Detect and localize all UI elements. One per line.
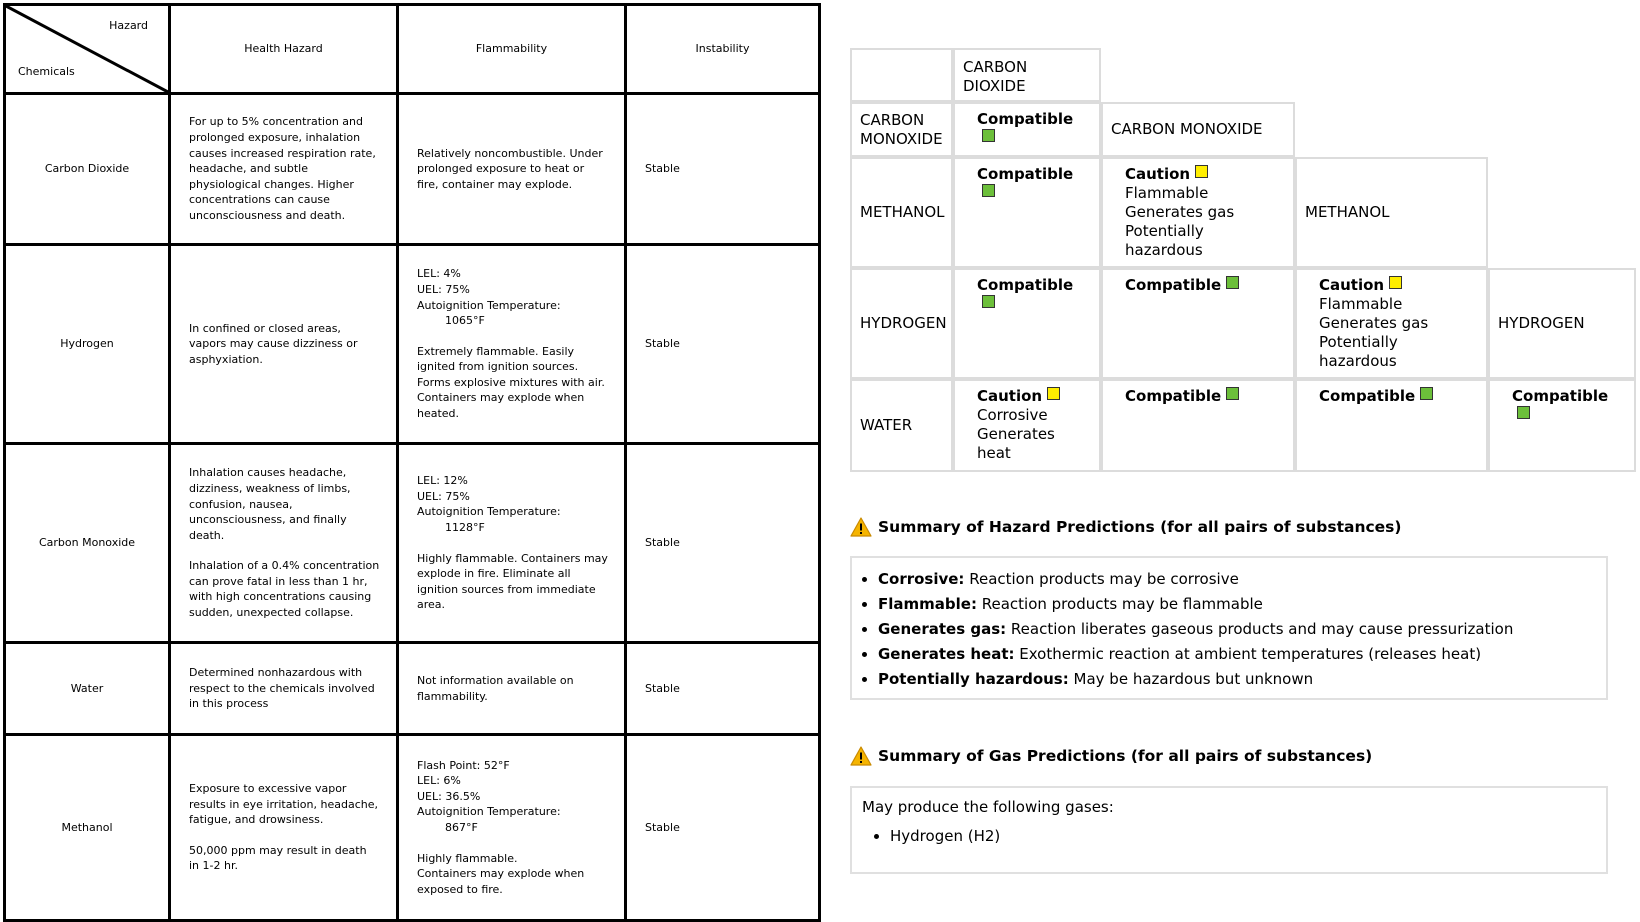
flammability-text: LEL: 4% UEL: 75% Autoignition Temperature: (417, 267, 561, 312)
matrix-column-header (1295, 157, 1488, 268)
row-label-text: CARBON MONOXIDE (860, 110, 943, 148)
corner-header (5, 5, 170, 94)
column-header-label: CARBON MONOXIDE (1111, 120, 1263, 138)
hazard-summary-item (878, 567, 1606, 592)
column-header-instability: Instability (626, 5, 820, 94)
compatibility-cell (1101, 268, 1295, 379)
table-row (5, 643, 820, 735)
verdict-line (977, 110, 1091, 148)
verdict-label: Compatible (977, 110, 1074, 128)
matrix-row-label (850, 157, 953, 268)
hazard-term: Flammable: (878, 595, 977, 613)
autoignition-value: 1065°F (445, 314, 485, 328)
health-hazard-text: Determined nonhazardous with respect to the chemicals involved in this process (189, 666, 375, 711)
compatibility-cell (953, 102, 1101, 157)
matrix-corner (850, 48, 953, 102)
gas-summary-box (850, 786, 1608, 874)
warning-icon (850, 746, 872, 766)
table-row (5, 245, 820, 444)
health-hazard-text: Inhalation of a 0.4% concentration can prove fatal in less than 1 hr, with high concentrations causing sudden, unexpected collapse. (189, 559, 380, 620)
verdict-label: Compatible (977, 165, 1074, 183)
autoignition-value: 1128°F (445, 520, 485, 534)
column-header-label: CARBON DIOXIDE (963, 58, 1028, 95)
hazard-summary-box (850, 556, 1608, 700)
verdict-label: Compatible (977, 276, 1074, 294)
compatibility-cell (1295, 268, 1488, 379)
flammability-text: Relatively noncombustible. Under prolonged exposure to heat or fire, container may explode. (417, 146, 603, 191)
hazard-table (3, 3, 821, 922)
gas-item: • Hydrogen (H2) (890, 824, 1606, 849)
verdict-label: Compatible (1319, 387, 1416, 405)
compatibility-cell (1295, 379, 1488, 472)
caution-status-icon (1047, 387, 1060, 400)
caution-status-icon (1195, 165, 1208, 178)
verdict-line (977, 165, 1091, 203)
hazard-term: Generates gas: (878, 620, 1007, 638)
warning-icon (850, 517, 872, 537)
table-row (5, 735, 820, 921)
verdict-label: Caution (1319, 276, 1385, 294)
flammability-cell (398, 735, 626, 921)
verdict-line (1319, 387, 1478, 406)
instability-value: Stable (626, 245, 820, 444)
hazard-description: Reaction products may be flammable (981, 595, 1263, 613)
verdict-label: Compatible (1125, 387, 1222, 405)
hazard-note: Generates gas (1319, 314, 1429, 332)
verdict-line (1125, 165, 1285, 184)
table-row (5, 444, 820, 643)
flammability-text: Flash Point: 52°F LEL: 6% UEL: 36.5% Autoignition Temperature: (417, 758, 561, 819)
health-hazard-cell (170, 444, 398, 643)
table-row (5, 94, 820, 245)
verdict-label: Compatible (1125, 276, 1222, 294)
flammability-cell (398, 245, 626, 444)
matrix-row-label (850, 379, 953, 472)
verdict-label: Compatible (1512, 387, 1609, 405)
matrix-row-label (850, 268, 953, 379)
compatible-status-icon (982, 129, 995, 142)
flammability-cell (398, 94, 626, 245)
hazard-description: May be hazardous but unknown (1073, 670, 1314, 688)
flammability-text: Not information available on flammability. (417, 673, 574, 703)
hazard-summary-list (852, 567, 1606, 692)
hazard-note: Flammable (1319, 295, 1403, 313)
compatible-status-icon (1226, 387, 1239, 400)
column-header-label: METHANOL (1305, 203, 1390, 221)
hazard-summary-title (850, 517, 1402, 537)
health-hazard-cell (170, 245, 398, 444)
autoignition-value: 867°F (445, 821, 478, 834)
hazard-axis-label: Hazard (109, 19, 148, 32)
compatible-status-icon (982, 295, 995, 308)
health-hazard-text: In confined or closed areas, vapors may cause dizziness or asphyxiation. (189, 321, 358, 366)
compatible-status-icon (982, 184, 995, 197)
compatible-status-icon (1226, 276, 1239, 289)
hazard-term: Corrosive: (878, 570, 965, 588)
column-header-health: Health Hazard (170, 5, 398, 94)
compatibility-cell (1488, 379, 1636, 472)
verdict-label: Caution (977, 387, 1043, 405)
hazard-note: Generates gas (1125, 203, 1235, 221)
verdict-line (977, 387, 1091, 406)
chemical-name: Methanol (5, 735, 170, 921)
flammability-description: Highly flammable. Containers may explode when exposed to fire. (417, 851, 585, 896)
flammability-cell (398, 643, 626, 735)
health-hazard-cell (170, 643, 398, 735)
caution-status-icon (1389, 276, 1402, 289)
compatibility-cell (953, 379, 1101, 472)
verdict-line (1125, 387, 1285, 406)
matrix-column-header (1101, 102, 1295, 157)
instability-value: Stable (626, 444, 820, 643)
row-label-text: WATER (860, 416, 913, 434)
hazard-summary-item (878, 592, 1606, 617)
instability-value: Stable (626, 735, 820, 921)
chemical-name: Carbon Dioxide (5, 94, 170, 245)
flammability-description: Highly flammable. Containers may explode in fire. Eliminate all ignition sources from immediate area. (417, 551, 608, 612)
gas-summary-heading: Summary of Gas Predictions (for all pairs of substances) (878, 747, 1373, 765)
verdict-line (977, 276, 1091, 314)
chemical-name: Hydrogen (5, 245, 170, 444)
health-hazard-cell (170, 735, 398, 921)
flammability-cell (398, 444, 626, 643)
hazard-summary-item (878, 617, 1606, 642)
health-hazard-text: For up to 5% concentration and prolonged exposure, inhalation causes increased respiration rate, headache, and subtle physiological changes. Higher concentrations can cause unconsciousness and death. (189, 115, 376, 222)
hazard-note: Generates heat (977, 425, 1055, 462)
matrix-column-header (1488, 268, 1636, 379)
hazard-note: Flammable (1125, 184, 1209, 202)
hazard-term: Generates heat: (878, 645, 1015, 663)
hazard-note: Potentially hazardous (1319, 333, 1398, 370)
hazard-description: Reaction liberates gaseous products and may cause pressurization (1010, 620, 1514, 638)
instability-value: Stable (626, 94, 820, 245)
row-label-text: HYDROGEN (860, 314, 947, 332)
health-hazard-cell (170, 94, 398, 245)
compatibility-cell (1101, 379, 1295, 472)
hazard-note: Potentially hazardous (1125, 222, 1204, 259)
matrix-row-label (850, 102, 953, 157)
verdict-line (1319, 276, 1478, 295)
gas-summary-intro: May produce the following gases: (862, 798, 1114, 816)
compatibility-cell (953, 157, 1101, 268)
row-label-text: METHANOL (860, 203, 945, 221)
hazard-summary-item (878, 642, 1606, 667)
hazard-summary-heading: Summary of Hazard Predictions (for all pairs of substances) (878, 518, 1402, 536)
verdict-line (1125, 276, 1285, 295)
compatibility-cell (1101, 157, 1295, 268)
flammability-text: LEL: 12% UEL: 75% Autoignition Temperature: (417, 474, 561, 519)
instability-value: Stable (626, 643, 820, 735)
flammability-description: Extremely flammable. Easily ignited from ignition sources. Forms explosive mixtures with air. Containers may explode when heated. (417, 344, 605, 421)
matrix-column-header (953, 48, 1101, 102)
compatible-status-icon (1420, 387, 1433, 400)
health-hazard-text: Inhalation causes headache, dizziness, weakness of limbs, confusion, nausea, unconsciousness, and finally death. (189, 466, 351, 542)
health-hazard-text: 50,000 ppm may result in death in 1-2 hr. (189, 843, 367, 873)
chemicals-axis-label: Chemicals (18, 65, 75, 79)
compatibility-cell (953, 268, 1101, 379)
hazard-description: Exothermic reaction at ambient temperatures (releases heat) (1019, 645, 1482, 663)
verdict-label: Caution (1125, 165, 1191, 183)
gas-list (852, 816, 1606, 849)
hazard-description: Reaction products may be corrosive (969, 570, 1239, 588)
compatible-status-icon (1517, 406, 1530, 419)
chemical-name: Water (5, 643, 170, 735)
hazard-term: Potentially hazardous: (878, 670, 1069, 688)
hazard-summary-item (878, 667, 1606, 692)
health-hazard-text: Exposure to excessive vapor results in eye irritation, headache, fatigue, and drowsiness. (189, 782, 378, 827)
gas-summary-title (850, 746, 1372, 766)
column-header-flammability: Flammability (398, 5, 626, 94)
column-header-label: HYDROGEN (1498, 314, 1585, 332)
chemical-name: Carbon Monoxide (5, 444, 170, 643)
verdict-line (1512, 387, 1626, 425)
hazard-note: Corrosive (977, 406, 1048, 424)
